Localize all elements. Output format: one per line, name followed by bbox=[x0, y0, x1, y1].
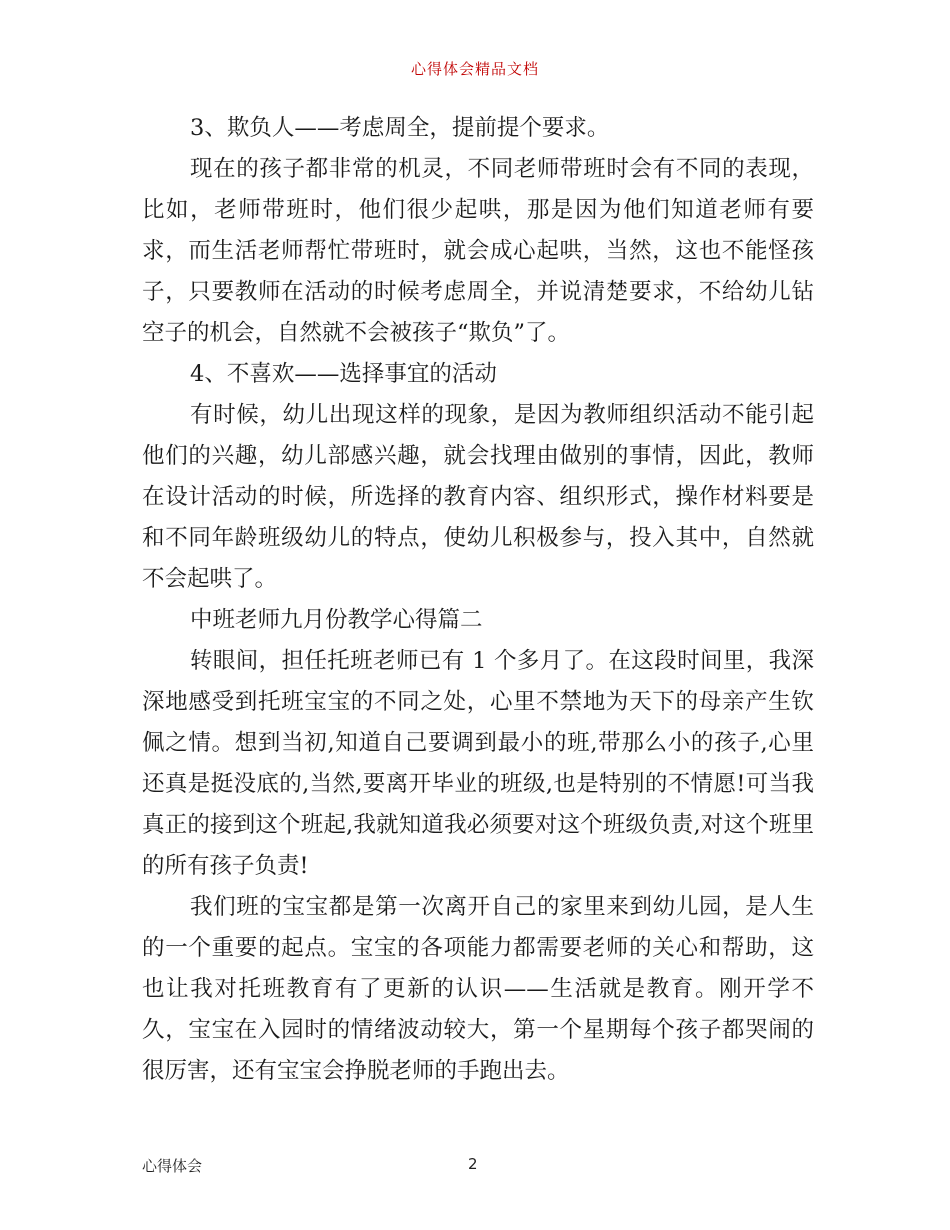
paragraph: 有时候，幼儿出现这样的现象，是因为教师组织活动不能引起他们的兴趣，幼儿部感兴趣，就会找理由做别的事情，因此，教师在设计活动的时候，所选择的教育内容、组织形式，操作材料要是和不同年龄班级幼儿的特点，使幼儿积极参与，投入其中，自然就不会起哄了。 bbox=[142, 402, 814, 592]
paragraph: 我们班的宝宝都是第一次离开自己的家里来到幼儿园，是人生的一个重要的起点。宝宝的各项能力都需要老师的关心和帮助，这也让我对托班教育有了更新的认识——生活就是教育。刚开学不久，宝宝在入园时的情绪波动较大，第一个星期每个孩子都哭闹的很厉害，还有宝宝会挣脱老师的手跑出去。 bbox=[142, 894, 814, 1084]
document-header-title: 心得体会精品文档 bbox=[410, 60, 539, 78]
paragraph-heading-3: 3、欺负人——考虑周全，提前提个要求。 bbox=[190, 115, 610, 141]
page-number: 2 bbox=[468, 1155, 478, 1173]
section-title: 中班老师九月份教学心得篇二 bbox=[190, 607, 483, 633]
document-body bbox=[142, 108, 814, 1092]
paragraph: 现在的孩子都非常的机灵，不同老师带班时会有不同的表现，比如，老师带班时，他们很少起哄，那是因为他们知道老师有要求，而生活老师帮忙带班时，就会成心起哄，当然，这也不能怪孩子，只要教师在活动的时候考虑周全，并说清楚要求，不给幼儿钻空子的机会，自然就不会被孩子“欺负”了。 bbox=[142, 156, 814, 346]
paragraph-heading-4: 4、不喜欢——选择事宜的活动 bbox=[190, 361, 497, 387]
footer-label: 心得体会 bbox=[142, 1157, 203, 1175]
paragraph: 转眼间，担任托班老师已有 1 个多月了。在这段时间里，我深深地感受到托班宝宝的不同之处，心里不禁地为天下的母亲产生钦佩之情。想到当初,知道自己要调到最小的班,带那么小的孩子,心里还真是挺没底的,当然,要离开毕业的班级,也是特别的不情愿!可当我真正的接到这个班起,我就知道我必须要对这个班级负责,对这个班里的所有孩子负责! bbox=[142, 648, 814, 879]
